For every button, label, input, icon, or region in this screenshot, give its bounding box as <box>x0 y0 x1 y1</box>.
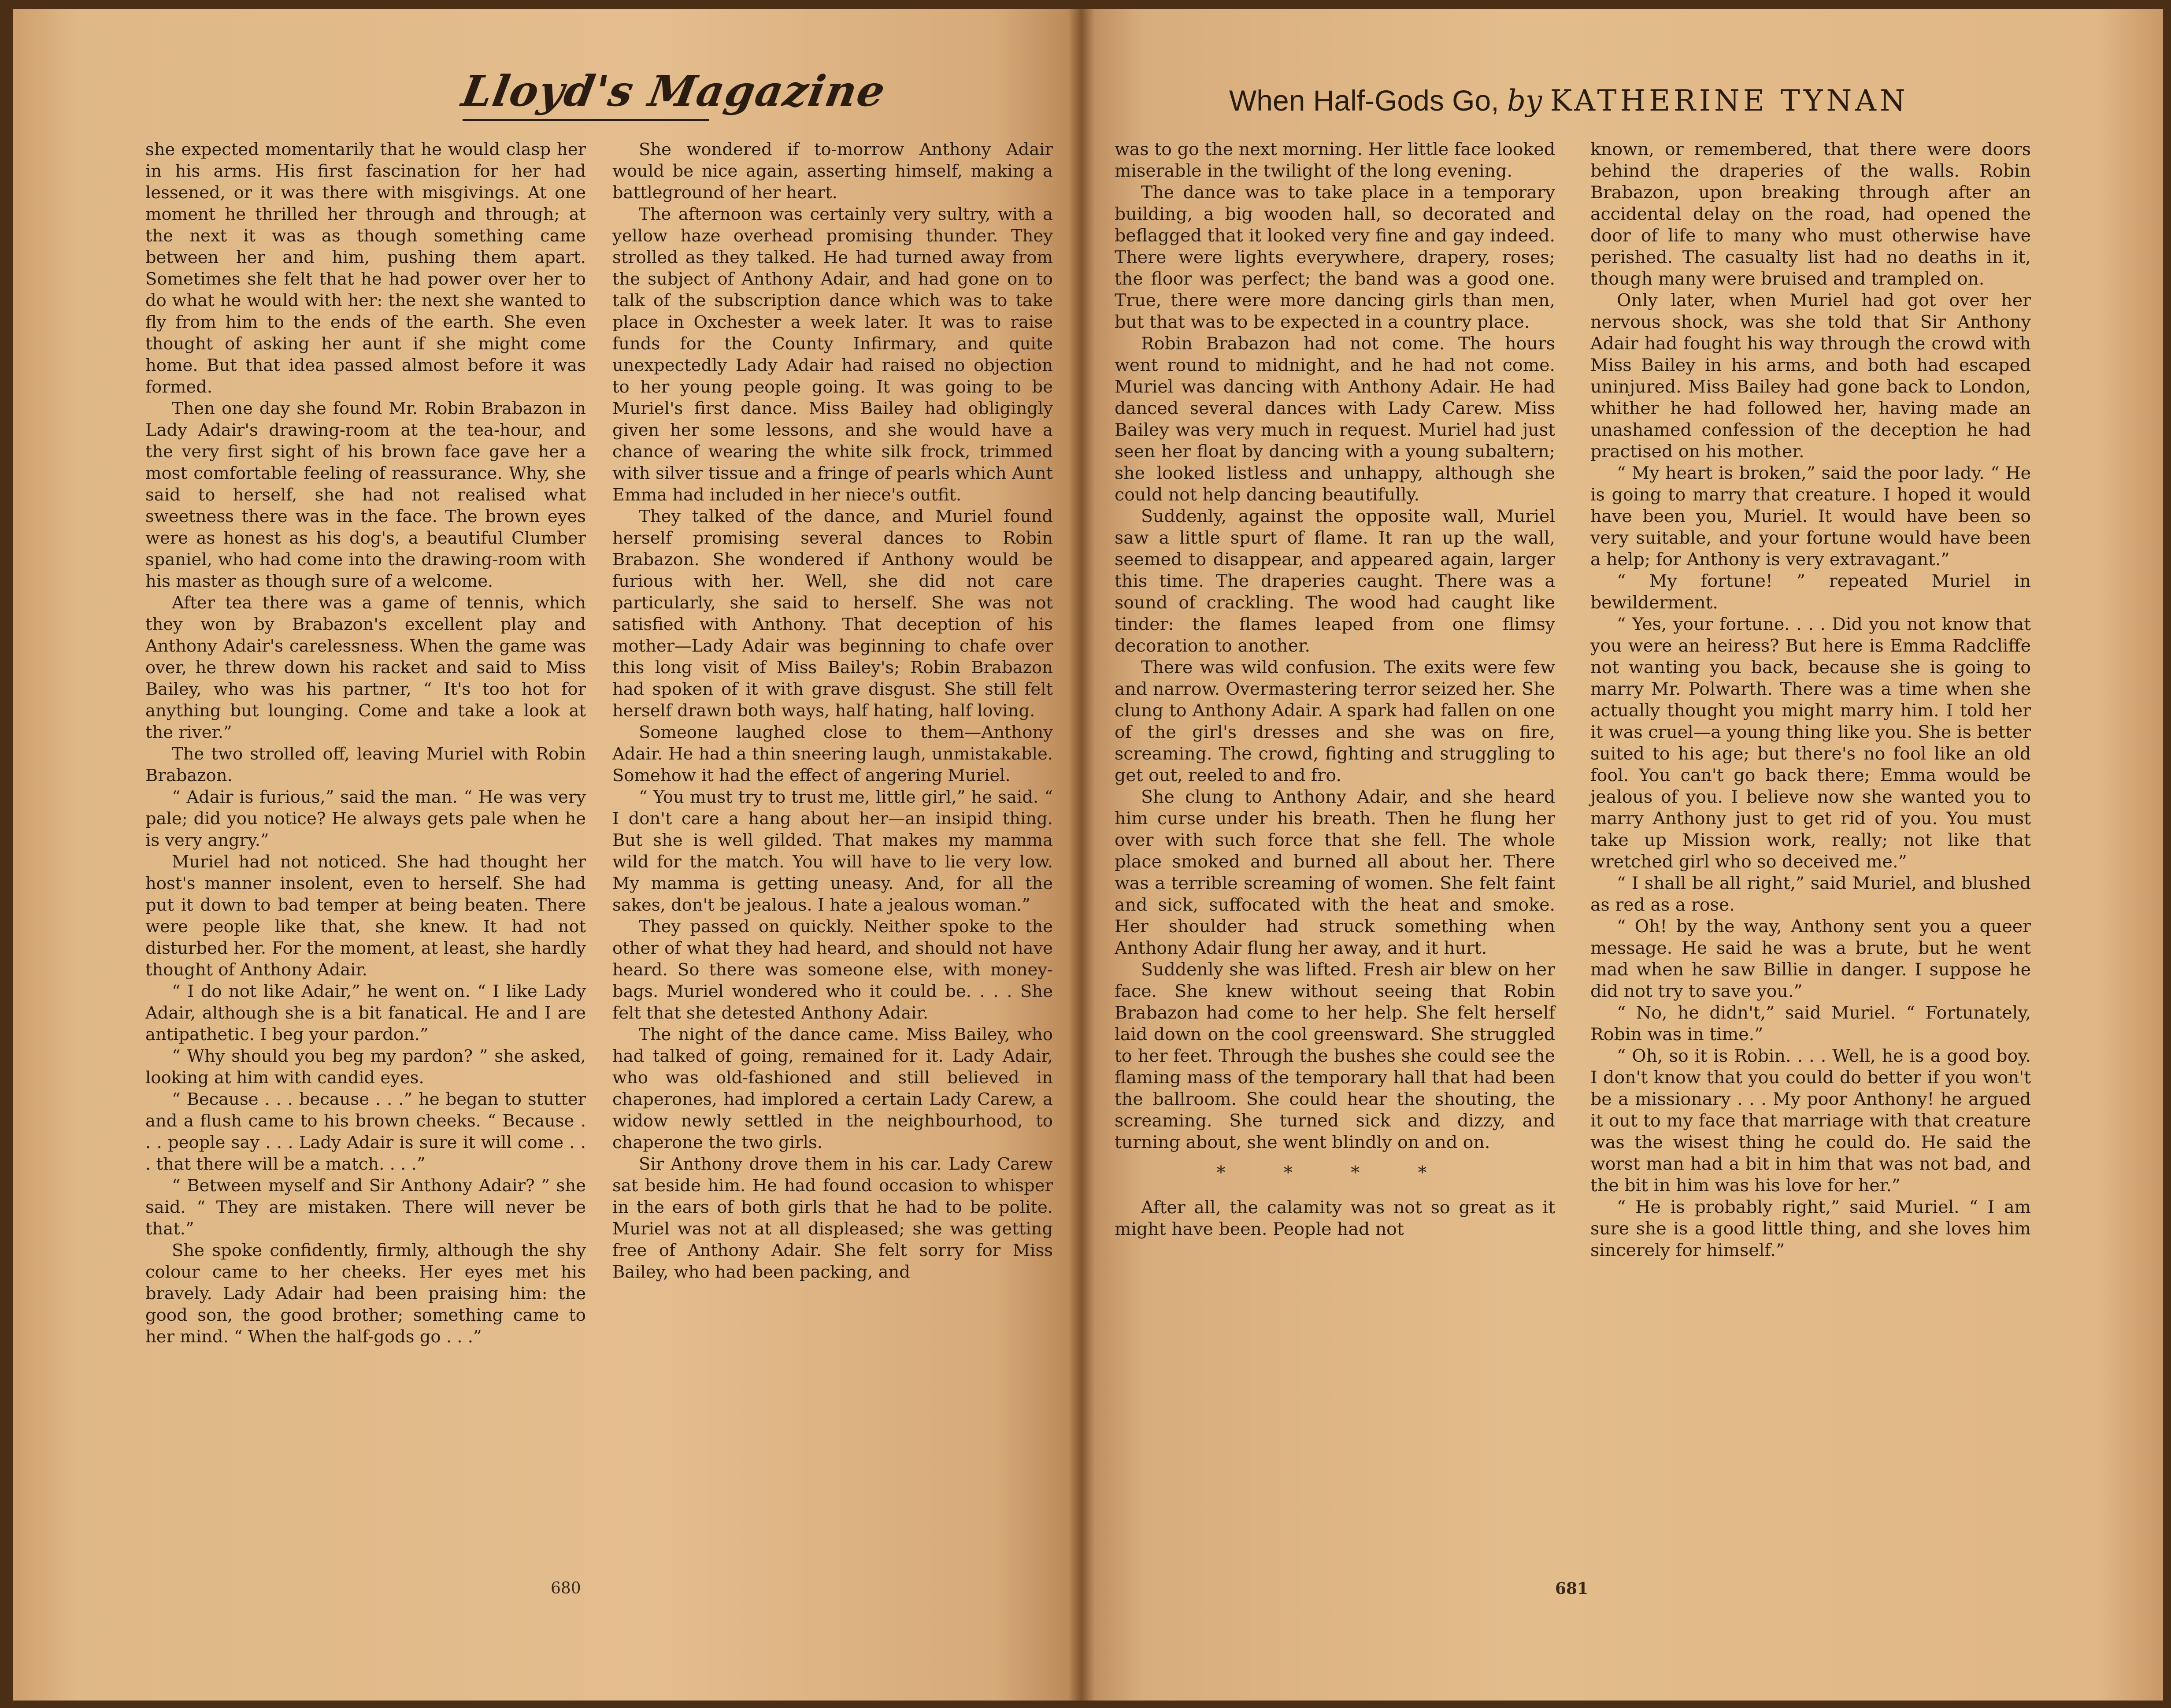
paragraph: The two strolled off, leaving Muriel with Robin Brabazon. <box>145 744 586 785</box>
paragraph: Robin Brabazon had not come. The hours went round to midnight, and he had not come. Muriel was dancing with Anthony Adair. He had danced several dances with Lady Carew. Miss Bailey was very much in request. Muriel had just seen her float by dancing with a young subaltern; she looked listless and unhappy, although she could not help dancing beautifully. <box>1115 333 1555 505</box>
left-page-number: 680 <box>551 1579 581 1597</box>
paragraph: Someone laughed close to them—Anthony Adair. He had a thin sneering laugh, unmistakable. Somehow it had the effect of angering Muriel. <box>612 722 1053 785</box>
book-gutter <box>1068 9 1095 1701</box>
paragraph: The night of the dance came. Miss Bailey, who had talked of going, remained for it. Lady Adair, who was old-fashioned and still believed in chaperones, had implored a certain Lady Carew, a widow newly settled in the neighbourhood, to chaperone the two girls. <box>612 1025 1053 1152</box>
paragraph: She wondered if to-morrow Anthony Adair would be nice again, asserting himself, making a battleground of her heart. <box>612 140 1053 203</box>
paragraph: “ He is probably right,” said Muriel. “ I am sure she is a good little thing, and she loves him sincerely for himself.” <box>1590 1197 2031 1260</box>
paragraph: The afternoon was certainly very sultry, with a yellow haze overhead promising thunder. They strolled as they talked. He had turned away from the subject of Anthony Adair, and had gone on to talk of the subscription dance which was to take place in Oxchester a week later. It was to raise funds for the County Infirmary, and quite unexpectedly Lady Adair had raised no objection to her young people going. It was going to be Muriel's first dance. Miss Bailey had obligingly given her some lessons, and she would have a chance of wearing the white silk frock, trimmed with silver tissue and a fringe of pearls which Aunt Emma had included in her niece's outfit. <box>612 204 1053 505</box>
paragraph: “ Adair is furious,” said the man. “ He was very pale; did you notice? He always gets pale when he is very angry.” <box>145 787 586 850</box>
paragraph: Muriel had not noticed. She had thought her host's manner insolent, even to herself. She had put it down to bad temper at being beaten. There were people like that, she knew. It had not disturbed her. For the moment, at least, she hardly thought of Anthony Adair. <box>145 852 586 980</box>
magazine-masthead: Lloyd's Magazine <box>458 66 890 116</box>
paragraph: There was wild confusion. The exits were few and narrow. Overmastering terror seized her. She clung to Anthony Adair. A spark had fallen on one of the girl's dresses and she was on fire, screaming. The crowd, fighting and struggling to get out, reeled to and fro. <box>1115 657 1555 785</box>
author-name: KATHERINE TYNAN <box>1550 84 1909 118</box>
paragraph: Sir Anthony drove them in his car. Lady Carew sat beside him. He had found occasion to whisper in the ears of both girls that he had to be polite. Muriel was not at all displeased; she was getting free of Anthony Adair. She felt sorry for Miss Bailey, who had been packing, and <box>612 1154 1053 1282</box>
running-head <box>1229 84 1909 118</box>
paragraph: “ Between myself and Sir Anthony Adair? ” she said. “ They are mistaken. There will never be that.” <box>145 1176 586 1239</box>
story-title: When Half-Gods Go, <box>1229 84 1499 117</box>
paragraph: Then one day she found Mr. Robin Brabazon in Lady Adair's drawing-room at the tea-hour, and the very first sight of his brown face gave her a most comfortable feeling of reassurance. Why, she said to herself, she had not realised what sweetness there was in the face. The brown eyes were as honest as his dog's, a beautiful Clumber spaniel, who had come into the drawing-room with his master as though sure of a welcome. <box>145 399 586 591</box>
paragraph: She spoke confidently, firmly, although the shy colour came to her cheeks. Her eyes met his bravely. Lady Adair had been praising him: the good son, the good brother; something came to her mind. “ When the half-gods go . . .” <box>145 1241 586 1347</box>
paragraph: “ I do not like Adair,” he went on. “ I like Lady Adair, although she is a bit fanatical. He and I are antipathetic. I beg your pardon.” <box>145 982 586 1045</box>
paragraph: she expected momentarily that he would clasp her in his arms. His first fascination for her had lessened, or it was there with misgivings. At one moment he thrilled her through and through; at the next it was as though something came between her and him, pushing them apart. Sometimes she felt that he had power over her to do what he would with her: the next she wanted to fly from him to the ends of the earth. She even thought of asking her aunt if she might come home. But that idea passed almost before it was formed. <box>145 140 586 397</box>
right-page-number: 681 <box>1555 1579 1589 1598</box>
paragraph: “ My fortune! ” repeated Muriel in bewilderment. <box>1590 571 2031 613</box>
right-page <box>1079 9 2163 1701</box>
paragraph: Suddenly she was lifted. Fresh air blew on her face. She knew without seeing that Robin Brabazon had come to her help. She felt herself laid down on the cool greensward. She struggled to her feet. Through the bushes she could see the flaming mass of the temporary hall that had been the ballroom. She could hear the shouting, the screaming. She turned sick and dizzy, and turning about, she went blindly on and on. <box>1115 960 1555 1152</box>
paragraph: After tea there was a game of tennis, which they won by Brabazon's excellent play and Anthony Adair's carelessness. When the game was over, he threw down his racket and said to Miss Bailey, who was his partner, “ It's too hot for anything but lounging. Come and take a look at the river.” <box>145 593 586 742</box>
paragraph: She clung to Anthony Adair, and she heard him curse under his breath. Then he flung her over with such force that she fell. The whole place smoked and burned all about her. There was a terrible screaming of women. She felt faint and sick, suffocated with the heat and smoke. Her shoulder had struck something when Anthony Adair flung her away, and it hurt. <box>1115 787 1555 958</box>
paragraph: Only later, when Muriel had got over her nervous shock, was she told that Sir Anthony Adair had fought his way through the crowd with Miss Bailey in his arms, and both had escaped uninjured. Miss Bailey had gone back to London, whither he had followed her, having made an unashamed confession of the deception he had practised on his mother. <box>1590 290 2031 462</box>
paragraph: “ I shall be all right,” said Muriel, and blushed as red as a rose. <box>1590 873 2031 915</box>
paragraph: known, or remembered, that there were doors behind the draperies of the walls. Robin Brabazon, upon breaking through after an accidental delay on the road, had opened the door of life to many who must otherwise have perished. The casualty list had no deaths in it, though many were bruised and trampled on. <box>1590 139 2031 289</box>
left-page-column-1 <box>145 139 586 1348</box>
paragraph: “ No, he didn't,” said Muriel. “ Fortunately, Robin was in time.” <box>1590 1003 2031 1045</box>
left-page <box>13 9 1079 1701</box>
paragraph: After all, the calamity was not so great as it might have been. People had not <box>1115 1197 1555 1239</box>
section-break: * * * * <box>1216 1163 1453 1183</box>
paragraph: Suddenly, against the opposite wall, Muriel saw a little spurt of flame. It ran up the wall, seemed to disappear, and appeared again, larger this time. The draperies caught. There was a sound of crackling. The wood had caught like tinder: the flames leaped from one flimsy decoration to another. <box>1115 506 1555 656</box>
magazine-spread <box>13 9 2163 1701</box>
masthead-underline <box>463 119 709 121</box>
right-page-column-2 <box>1590 139 2031 1261</box>
left-page-column-2 <box>612 139 1053 1283</box>
paragraph: The dance was to take place in a temporary building, a big wooden hall, so decorated and beflagged that it looked very fine and gay indeed. There were lights everywhere, drapery, roses; the floor was perfect; the band was a good one. True, there were more dancing girls than men, but that was to be expected in a country place. <box>1115 182 1555 332</box>
byline-by: by <box>1507 84 1542 118</box>
paragraph: “ Yes, your fortune. . . . Did you not know that you were an heiress? But here is Emma Radcliffe not wanting you back, because she is going to marry Mr. Polwarth. There was a time when she actually thought you might marry him. I told her it was cruel—a young thing like you. She is better suited to his age; but there's no fool like an old fool. You can't go back there; Emma would be jealous of you. I believe now she wanted you to marry Anthony just to get rid of you. You must take up Mission work, really; not like that wretched girl who so deceived me.” <box>1590 614 2031 872</box>
paragraph: “ Why should you beg my pardon? ” she asked, looking at him with candid eyes. <box>145 1046 586 1088</box>
paragraph: was to go the next morning. Her little face looked miserable in the twilight of the long evening. <box>1115 139 1555 181</box>
paragraph: “ Because . . . because . . .” he began to stutter and a flush came to his brown cheeks. “ Because . . . people say . . . Lady Adair is sure it will come . . . that there will be a match. . . .” <box>145 1089 586 1174</box>
paragraph: “ My heart is broken,” said the poor lady. “ He is going to marry that creature. I hoped it would have been you, Muriel. It would have been so very suitable, and your fortune would have been a help; for Anthony is very extravagant.” <box>1590 463 2031 570</box>
paragraph: “ Oh! by the way, Anthony sent you a queer message. He said he was a brute, but he went mad when he saw Billie in danger. I suppose he did not try to save you.” <box>1590 916 2031 1001</box>
paragraph: “ Oh, so it is Robin. . . . Well, he is a good boy. I don't know that you could do better if you won't be a missionary . . . My poor Anthony! he argued it out to my face that marriage with that creature was the wisest thing he could do. He said the worst man had a bit in him that was not bad, and the bit in him was his love for her.” <box>1590 1046 2031 1196</box>
paragraph: They talked of the dance, and Muriel found herself promising several dances to Robin Brabazon. She wondered if Anthony would be furious with her. Well, she did not care particularly, she said to herself. She was not satisfied with Anthony. That deception of his mother—Lady Adair was beginning to chafe over this long visit of Miss Bailey's; Robin Brabazon had spoken of it with grave disgust. She still felt herself drawn both ways, half hating, half loving. <box>612 507 1053 721</box>
paragraph: “ You must try to trust me, little girl,” he said. “ I don't care a hang about her—an insipid thing. But she is well gilded. That makes my mamma wild for the match. You will have to lie very low. My mamma is getting uneasy. And, for all the sakes, don't be jealous. I hate a jealous woman.” <box>612 787 1053 915</box>
right-page-column-1 <box>1115 139 1555 1240</box>
paragraph: They passed on quickly. Neither spoke to the other of what they had heard, and should not have heard. So there was someone else, with money-bags. Muriel wondered who it could be. . . . She felt that she detested Anthony Adair. <box>612 917 1053 1023</box>
